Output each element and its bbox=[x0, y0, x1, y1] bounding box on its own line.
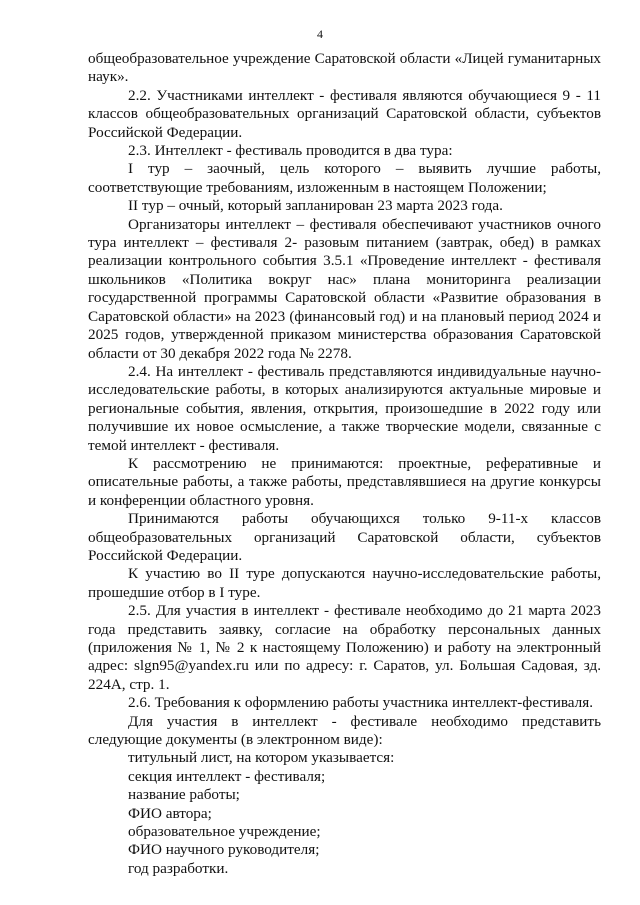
paragraph-intro-continued: общеобразовательное учреждение Саратовской области «Лицей гуманитарных наук». bbox=[88, 50, 601, 86]
paragraph-not-accepted: К рассмотрению не принимаются: проектные, реферативные и описательные работы, а также работы, представлявшиеся на другие конкурсы и конференции областного уровня. bbox=[88, 454, 601, 509]
paragraph-organizers: Организаторы интеллект – фестиваля обеспечивают участников очного тура интеллект – фестиваля 2- разовым питанием (завтрак, обед) в рамках реализации контрольного события 3.5.1 «Проведение интеллект - фестиваля школьников «Политика вокруг нас» плана мониторинга реализации государственной программы Саратовской области «Развитие образования в Саратовской области» на 2023 (финансовый год) и на плановый период 2024 и 2025 годов, утвержденной приказом министерства образования Саратовской области от 30 декабря 2022 года № 2278. bbox=[88, 215, 601, 362]
document-body bbox=[88, 50, 601, 878]
paragraph-tour-2-admission: К участию во II туре допускаются научно-исследовательские работы, прошедшие отбор в I туре. bbox=[88, 565, 601, 601]
list-item: ФИО научного руководителя; bbox=[128, 841, 320, 859]
list-item: образовательное учреждение; bbox=[128, 823, 321, 841]
paragraph-tour-2: II тур – очный, который запланирован 23 марта 2023 года. bbox=[128, 197, 503, 215]
paragraph-accepted: Принимаются работы обучающихся только 9-11-х классов общеобразовательных организаций Саратовской области, субъектов Российской Федерации. bbox=[88, 510, 601, 564]
list-item: секция интеллект - фестиваля; bbox=[128, 767, 326, 785]
list-item: ФИО автора; bbox=[128, 804, 212, 822]
page-number: 4 bbox=[317, 27, 323, 41]
list-item: год разработки. bbox=[128, 859, 229, 877]
paragraph-documents-intro: Для участия в интеллект - фестивале необходимо представить следующие документы (в электронном виде): bbox=[88, 712, 601, 749]
list-item: название работы; bbox=[128, 786, 240, 804]
paragraph-2-3: 2.3. Интеллект - фестиваль проводится в два тура: bbox=[128, 142, 453, 160]
list-item: титульный лист, на котором указывается: bbox=[128, 749, 395, 767]
paragraph-2-5: 2.5. Для участия в интеллект - фестивале необходимо до 21 марта 2023 года представить заявку, согласие на обработку персональных данных (приложения № 1, № 2 к настоящему Положению) и работу на электронный адрес: slgn95@yandex.ru или по адресу: г. Саратов, ул. Большая Садовая, зд. 224А, стр. 1. bbox=[88, 602, 601, 693]
required-documents-list bbox=[88, 749, 601, 878]
paragraph-2-6: 2.6. Требования к оформлению работы участника интеллект-фестиваля. bbox=[128, 694, 594, 712]
paragraph-tour-1: I тур – заочный, цель которого – выявить лучшие работы, соответствующие требованиям, изложенным в настоящем Положении; bbox=[88, 160, 601, 196]
paragraph-2-2: 2.2. Участниками интеллект - фестиваля являются обучающиеся 9 - 11 классов общеобразовательных организаций Саратовской области, субъектов Российской Федерации. bbox=[88, 86, 601, 141]
paragraph-2-4: 2.4. На интеллект - фестиваль представляются индивидуальные научно-исследовательские работы, в которых анализируются актуальные мировые и региональные события, явления, открытия, произошедшие в 2022 году или получившие их новое осмысление, а также творческие модели, связанные с темой интеллект - фестиваля. bbox=[88, 362, 601, 454]
